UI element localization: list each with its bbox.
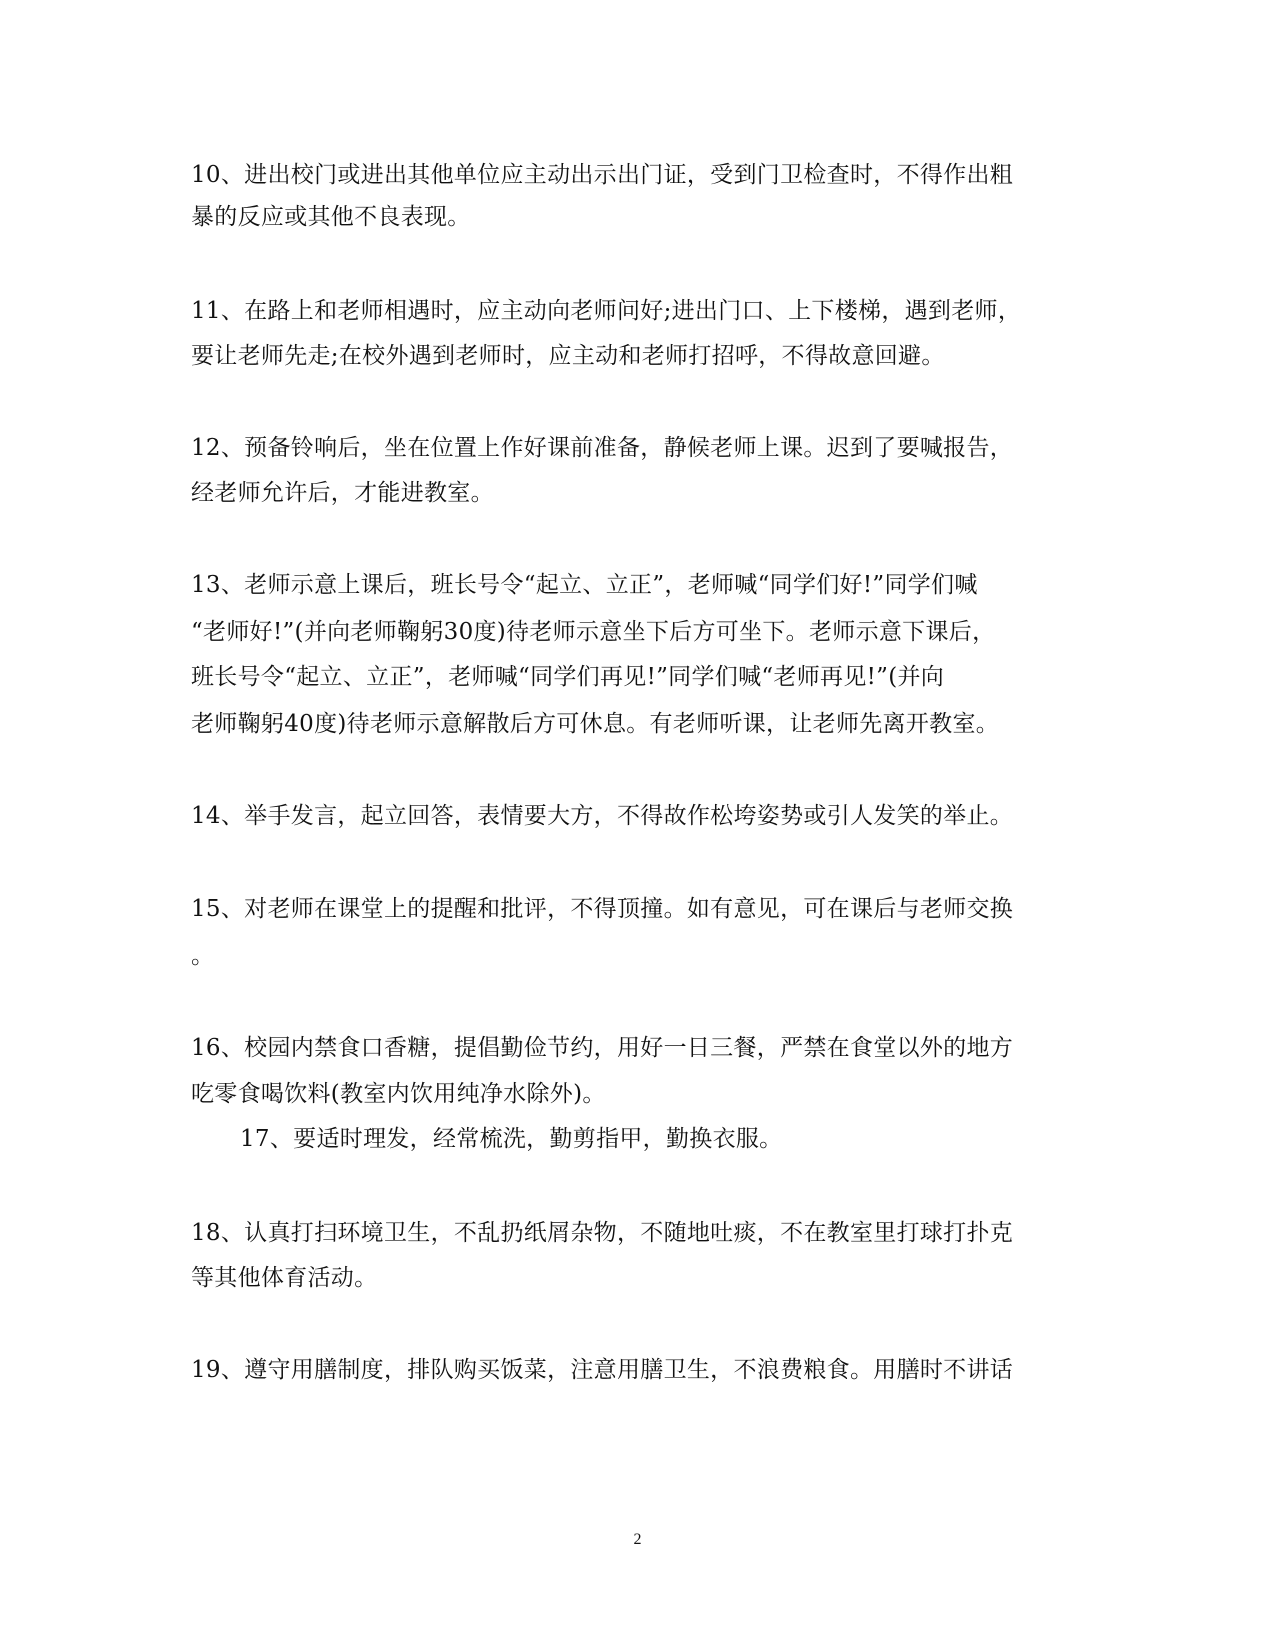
text-line: 。 (191, 943, 215, 969)
text-line: 17、要适时理发，经常梳洗，勤剪指甲，勤换衣服。 (240, 1126, 783, 1152)
text-line: 经老师允许后，才能进教室。 (191, 480, 494, 506)
page-number: 2 (633, 1531, 642, 1548)
text-line: “老师好!”(并向老师鞠躬30度)待老师示意坐下后方可坐下。老师示意下课后， (191, 619, 996, 645)
text-line: 要让老师先走;在校外遇到老师时，应主动和老师打招呼，不得故意回避。 (191, 343, 945, 369)
text-line: 10、进出校门或进出其他单位应主动出示出门证，受到门卫检查时，不得作出粗 (191, 162, 1014, 188)
text-line: 暴的反应或其他不良表现。 (191, 204, 471, 230)
text-line: 19、遵守用膳制度，排队购买饭菜，注意用膳卫生，不浪费粮食。用膳时不讲话 (191, 1357, 1014, 1383)
text-line: 等其他体育活动。 (191, 1265, 378, 1291)
text-line: 16、校园内禁食口香糖，提倡勤俭节约，用好一日三餐，严禁在食堂以外的地方 (191, 1035, 1014, 1061)
text-line: 吃零食喝饮料(教室内饮用纯净水除外)。 (191, 1081, 606, 1107)
text-line: 11、在路上和老师相遇时，应主动向老师问好;进出门口、上下楼梯，遇到老师， (191, 298, 1022, 324)
text-line: 18、认真打扫环境卫生，不乱扔纸屑杂物，不随地吐痰，不在教室里打球打扑克 (191, 1220, 1014, 1246)
text-line: 老师鞠躬40度)待老师示意解散后方可休息。有老师听课，让老师先离开教室。 (191, 711, 1000, 737)
text-line: 14、举手发言，起立回答，表情要大方，不得故作松垮姿势或引人发笑的举止。 (191, 803, 1014, 829)
text-line: 15、对老师在课堂上的提醒和批评，不得顶撞。如有意见，可在课后与老师交换 (191, 896, 1014, 922)
text-line: 班长号令“起立、立正”，老师喊“同学们再见!”同学们喊“老师再见!”(并向 (191, 664, 945, 690)
text-line: 12、预备铃响后，坐在位置上作好课前准备，静候老师上课。迟到了要喊报告， (191, 435, 1014, 461)
text-line: 13、老师示意上课后，班长号令“起立、立正”，老师喊“同学们好!”同学们喊 (191, 572, 978, 598)
